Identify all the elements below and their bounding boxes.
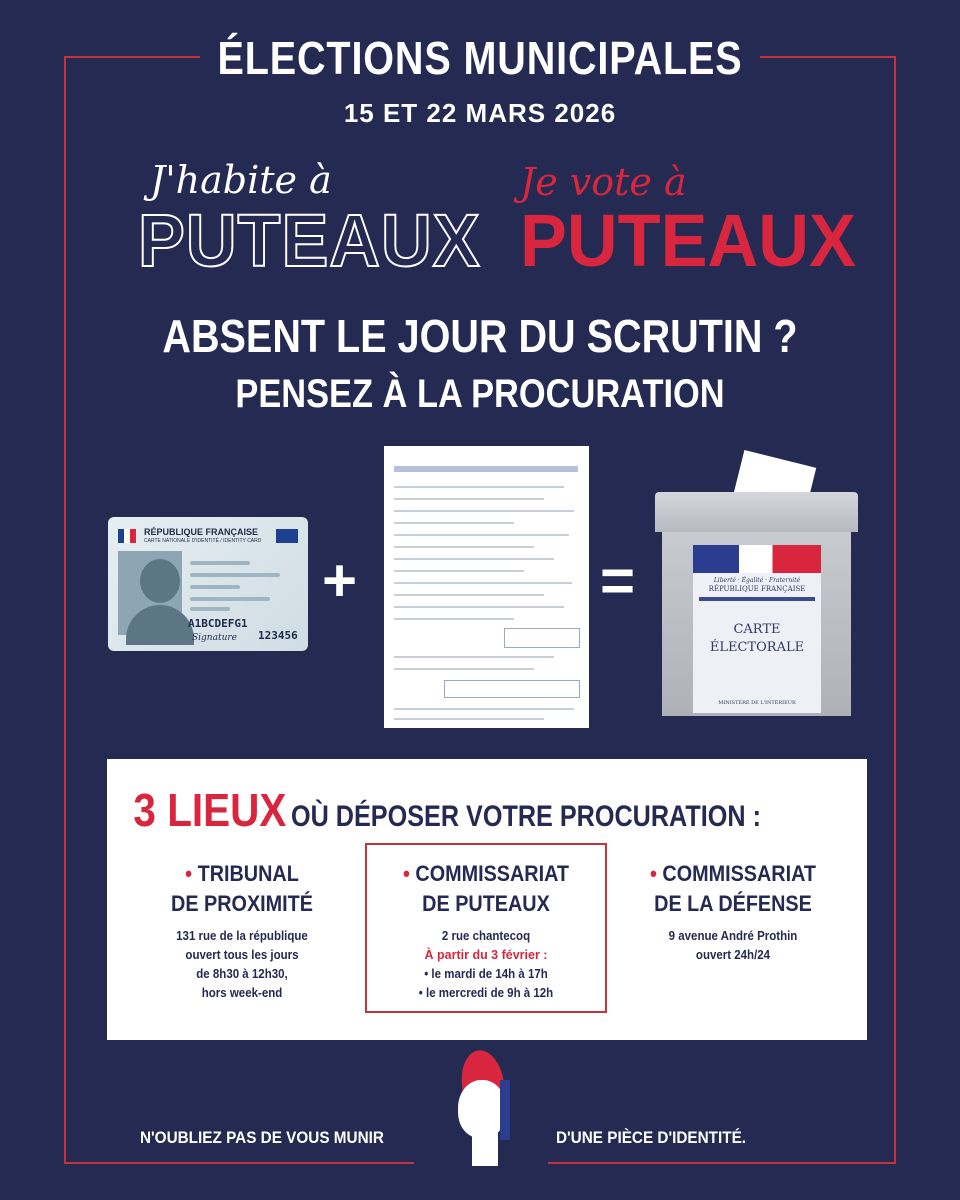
bullet-icon: • (185, 861, 198, 886)
form-line (394, 510, 574, 512)
location-name-line2: DE PUTEAUX (422, 891, 550, 916)
bullet-icon: • (649, 861, 663, 886)
tricolor-band (693, 545, 821, 573)
location-name-line2: DE PROXIMITÉ (171, 891, 313, 916)
electoral-card-motto: Liberté · Égalité · Fraternité (713, 577, 801, 584)
location-detail: hors week-end (201, 986, 283, 1000)
id-card-country: RÉPUBLIQUE FRANÇAISE (144, 527, 259, 537)
id-field-line (190, 573, 280, 577)
location-name: • COMMISSARIAT (649, 861, 817, 886)
ballot-box-lid (655, 492, 858, 532)
location-tribunal (127, 859, 357, 1003)
location-detail: de 8h30 à 12h30, (196, 967, 288, 981)
location-highlight: À partir du 3 février : (424, 948, 548, 962)
slogan-right-word: PUTEAUX (520, 199, 856, 282)
bullet-icon: • (402, 861, 416, 886)
location-detail: • le mercredi de 9h à 12h (418, 986, 554, 1000)
form-line (394, 546, 534, 548)
locations-title (107, 783, 867, 837)
location-detail: ouvert 24h/24 (695, 948, 771, 962)
form-line (394, 498, 544, 500)
location-name: • COMMISSARIAT (402, 861, 570, 886)
id-field-line (190, 607, 230, 611)
proxy-form-illustration (384, 446, 589, 728)
election-date: 15 ET 22 MARS 2026 (343, 98, 617, 128)
page-title: ÉLECTIONS MUNICIPALES (217, 32, 743, 84)
id-card-signature: Signature (192, 633, 238, 643)
locations-panel (107, 759, 867, 1040)
id-field-line (190, 561, 250, 565)
form-line (394, 718, 544, 720)
eu-flag-icon (276, 529, 298, 543)
electoral-card-stripe (699, 597, 815, 601)
location-address: 9 avenue André Prothin (668, 929, 798, 943)
marianne-neck (472, 1128, 498, 1166)
slogan-left-word: PUTEAUX (138, 199, 481, 282)
slogan-right-script: Je vote à (520, 160, 687, 204)
form-line (394, 618, 514, 620)
id-field-line (190, 597, 270, 601)
headline-question: ABSENT LE JOUR DU SCRUTIN ? (162, 310, 798, 362)
locations-title-rest: OÙ DÉPOSER VOTRE PROCURATION : (291, 800, 762, 833)
form-line (394, 570, 524, 572)
form-line (394, 606, 564, 608)
electoral-card-title (693, 621, 821, 657)
silhouette-shoulders (126, 605, 194, 645)
id-card-code: A1BCDEFG1 (188, 617, 248, 630)
id-photo-silhouette (118, 551, 182, 635)
id-card-subtitle: CARTE NATIONALE D'IDENTITÉ / IDENTITY CARD (144, 538, 262, 544)
form-line (394, 668, 534, 670)
location-name: • TRIBUNAL (185, 861, 299, 886)
id-field-line (190, 585, 240, 589)
form-box (444, 680, 580, 698)
form-line (394, 582, 572, 584)
electoral-card-title-line2: ÉLECTORALE (709, 640, 805, 655)
form-header-bar (394, 466, 578, 472)
electoral-card (693, 545, 821, 713)
frame-bottom-right (548, 1162, 896, 1164)
footer-left-text: N'OUBLIEZ PAS DE VOUS MUNIR (140, 1128, 384, 1147)
electoral-card-republic: RÉPUBLIQUE FRANÇAISE (708, 585, 806, 593)
location-detail: • le mardi de 14h à 17h (424, 967, 548, 981)
headline-advice: PENSEZ À LA PROCURATION (235, 372, 725, 416)
form-line (394, 486, 564, 488)
form-line (394, 656, 554, 658)
locations-count: 3 LIEUX (133, 784, 287, 836)
id-card-illustration (108, 517, 308, 651)
form-line (394, 522, 514, 524)
electoral-card-ministry: MINISTÈRE DE L'INTÉRIEUR (718, 700, 796, 706)
equals-sign: = (600, 547, 636, 614)
form-line (394, 534, 569, 536)
form-box (504, 628, 580, 648)
footer-right-text: D'UNE PIÈCE D'IDENTITÉ. (556, 1128, 747, 1147)
slogan-left-script: J'habite à (150, 158, 332, 202)
location-name-line2: DE LA DÉFENSE (654, 891, 812, 916)
frame-bottom-left (64, 1162, 414, 1164)
marianne-flag-icon (500, 1080, 510, 1140)
location-detail: ouvert tous les jours (185, 948, 299, 962)
location-commissariat-puteaux (369, 859, 603, 1003)
plus-sign: + (322, 547, 358, 614)
location-commissariat-defense (615, 859, 851, 965)
frame-right (894, 56, 896, 1164)
electoral-card-title-line1: CARTE (733, 622, 781, 637)
form-line (394, 594, 544, 596)
location-address: 2 rue chantecoq (441, 929, 531, 943)
silhouette-head (140, 559, 180, 603)
form-line (394, 708, 574, 710)
frame-left (64, 56, 66, 1164)
form-line (394, 558, 554, 560)
french-flag-icon (118, 529, 136, 543)
location-address: 131 rue de la république (176, 929, 308, 943)
id-card-number: 123456 (258, 629, 298, 642)
